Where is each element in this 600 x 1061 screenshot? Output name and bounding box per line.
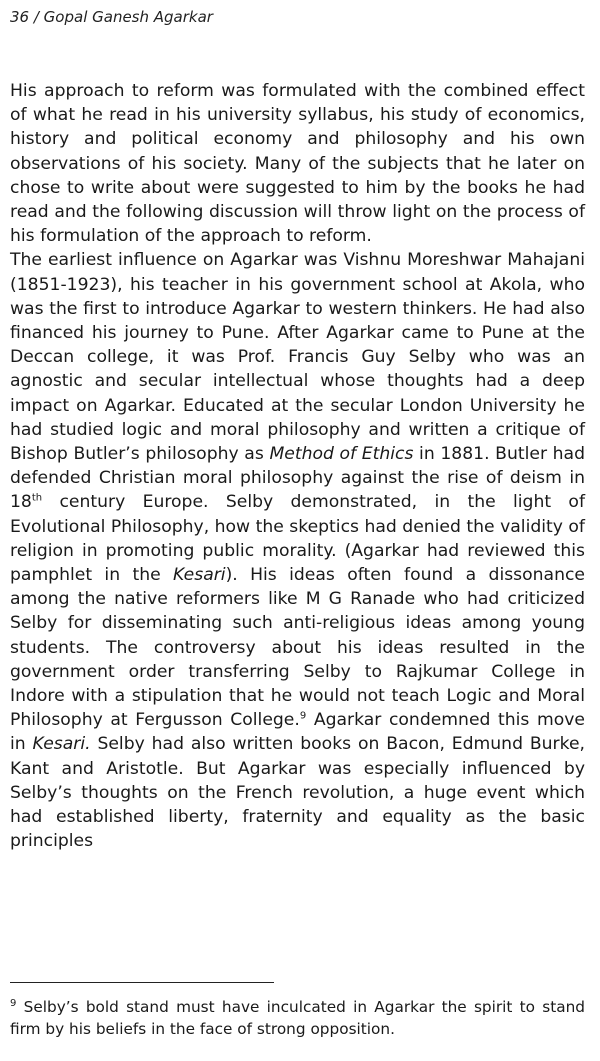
paragraph-2-text-5: Agarkar condemned this move in bbox=[10, 710, 585, 755]
paragraph-1: His approach to reform was formulated with the combined effect of what he read in his university syllabus, his study of economics, history and political economy and philosophy and his own observations of his society. Many of the subjects that he later on chose to write about were suggested to him by the books he had read and the following discussion will throw light on the process of his formulation of the approach to reform. bbox=[10, 81, 585, 247]
footnote bbox=[10, 996, 585, 1040]
newspaper-title-kesari: Kesari bbox=[173, 565, 226, 586]
paragraph-2-text-4: ). His ideas often found a dissonance among the native reformers like M G Ranade who had criticized Selby for disseminating such anti-religious ideas among young students. The controversy about his ideas resulted in the government order transferring Selby to Rajkumar College in Indore with a stipulation that he would not teach Logic and Moral Philosophy at Fergusson College. bbox=[10, 565, 585, 731]
book-title-method-of-ethics: Method of Ethics bbox=[269, 444, 414, 465]
paragraph-2-text-6: Selby had also written books on Bacon, Edmund Burke, Kant and Aristotle. But Agarkar was especially influenced by Selby’s thoughts on the French revolution, a huge event which had established liberty, fraternity and equality as the basic principles bbox=[10, 734, 585, 852]
paragraph-2 bbox=[10, 248, 585, 853]
footnote-marker: 9 bbox=[10, 997, 17, 1009]
newspaper-title-kesari-2: Kesari. bbox=[32, 734, 91, 755]
body-text bbox=[10, 79, 585, 854]
paragraph-2-text-3: century Europe. Selby demonstrated, in the light of Evolutional Philosophy, how the skeptics had denied the validity of religion in promoting public morality. (Agarkar had reviewed this pamphlet in the bbox=[10, 492, 585, 586]
running-head: 36 / Gopal Ganesh Agarkar bbox=[10, 8, 213, 26]
footnote-text: Selby’s bold stand must have inculcated in Agarkar the spirit to stand firm by his beliefs in the face of strong opposition. bbox=[10, 998, 585, 1038]
paragraph-2-text-2: in 1881. Butler had defended Christian moral philosophy against the rise of deism in 18 bbox=[10, 444, 585, 513]
paragraph-2-text-1: The earliest influence on Agarkar was Vishnu Moreshwar Mahajani (1851-1923), his teacher in his government school at Akola, who was the first to introduce Agarkar to western thinkers. He had also financed his journey to Pune. After Agarkar came to Pune at the Deccan college, it was Prof. Francis Guy Selby who was an agnostic and secular intellectual whose thoughts had a deep impact on Agarkar. Educated at the secular London University he had studied logic and moral philosophy and written a critique of Bishop Butler’s philosophy as bbox=[10, 250, 585, 465]
footnote-reference: 9 bbox=[299, 710, 307, 722]
footnote-divider bbox=[10, 982, 274, 983]
ordinal-superscript: th bbox=[31, 492, 43, 504]
